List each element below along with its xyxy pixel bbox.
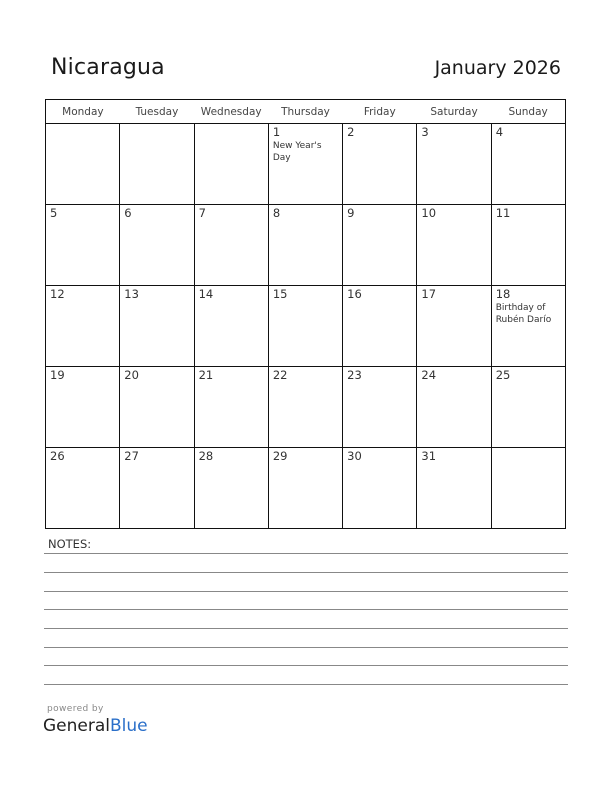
day-cell[interactable] <box>343 448 417 529</box>
day-number: 23 <box>347 368 362 382</box>
weekday-saturday: Saturday <box>417 100 491 124</box>
day-cell[interactable] <box>417 367 491 448</box>
day-number: 18 <box>495 287 511 301</box>
notes-label: NOTES: <box>48 537 92 551</box>
week-row <box>46 286 566 367</box>
day-cell[interactable] <box>417 448 491 529</box>
day-number: 26 <box>50 449 65 463</box>
day-number: 25 <box>495 368 511 382</box>
weekday-wednesday: Wednesday <box>194 100 268 124</box>
day-cell[interactable] <box>343 367 417 448</box>
note-line[interactable] <box>44 665 568 666</box>
day-cell[interactable] <box>268 205 342 286</box>
note-line[interactable] <box>44 553 568 554</box>
day-number: 7 <box>198 206 206 220</box>
day-cell[interactable] <box>46 448 120 529</box>
day-number: 22 <box>272 368 288 382</box>
day-cell[interactable] <box>120 124 194 205</box>
day-number: 27 <box>124 449 139 463</box>
day-cell[interactable] <box>194 286 268 367</box>
day-cell[interactable] <box>417 286 491 367</box>
day-number: 9 <box>347 206 355 220</box>
day-cell[interactable] <box>491 124 565 205</box>
day-number: 19 <box>50 368 65 382</box>
day-number: 30 <box>347 449 362 463</box>
month-year-title: January 2026 <box>434 57 561 79</box>
day-number: 28 <box>198 449 214 463</box>
day-cell[interactable] <box>268 448 342 529</box>
day-cell[interactable] <box>120 367 194 448</box>
day-number: 11 <box>495 206 511 220</box>
day-cell[interactable] <box>268 286 342 367</box>
weekday-sunday: Sunday <box>491 100 565 124</box>
day-cell[interactable] <box>194 124 268 205</box>
brand-general: General <box>43 716 110 736</box>
day-cell[interactable] <box>343 205 417 286</box>
day-cell[interactable] <box>120 448 194 529</box>
day-number: 12 <box>50 287 65 301</box>
weekday-monday: Monday <box>46 100 120 124</box>
day-number: 20 <box>124 368 139 382</box>
note-line[interactable] <box>44 609 568 610</box>
day-cell[interactable] <box>491 205 565 286</box>
note-line[interactable] <box>44 591 568 592</box>
brand-blue: Blue <box>110 716 148 736</box>
day-number: 16 <box>347 287 362 301</box>
day-number: 8 <box>272 206 281 220</box>
day-cell[interactable] <box>268 124 342 205</box>
week-row <box>46 205 566 286</box>
day-number: 31 <box>421 449 437 463</box>
holiday-label: New Year's Day <box>272 141 322 163</box>
country-title: Nicaragua <box>51 55 165 80</box>
day-cell[interactable] <box>194 448 268 529</box>
weekday-thursday: Thursday <box>268 100 342 124</box>
day-cell[interactable] <box>46 286 120 367</box>
day-cell[interactable] <box>46 367 120 448</box>
day-number: 1 <box>272 125 281 139</box>
day-cell[interactable] <box>120 205 194 286</box>
day-cell[interactable] <box>491 448 565 529</box>
note-line[interactable] <box>44 647 568 648</box>
day-number: 6 <box>124 206 132 220</box>
note-line[interactable] <box>44 628 568 629</box>
day-number: 10 <box>421 206 437 220</box>
week-row <box>46 367 566 448</box>
day-cell[interactable] <box>343 286 417 367</box>
day-number: 2 <box>347 125 355 139</box>
day-cell[interactable] <box>120 286 194 367</box>
weekday-friday: Friday <box>343 100 417 124</box>
day-cell[interactable] <box>268 367 342 448</box>
day-cell[interactable] <box>491 286 565 367</box>
day-cell[interactable] <box>46 124 120 205</box>
day-cell[interactable] <box>194 205 268 286</box>
day-cell[interactable] <box>194 367 268 448</box>
day-number: 5 <box>50 206 58 220</box>
weekday-tuesday: Tuesday <box>120 100 194 124</box>
calendar-grid <box>45 99 566 529</box>
week-row <box>46 448 566 529</box>
day-number: 3 <box>421 125 429 139</box>
holiday-label: Birthday of Rubén Darío <box>495 303 552 325</box>
note-line[interactable] <box>44 684 568 685</box>
day-number: 4 <box>495 125 504 139</box>
weekday-header-row <box>46 100 566 124</box>
day-number: 14 <box>198 287 214 301</box>
day-cell[interactable] <box>343 124 417 205</box>
day-cell[interactable] <box>491 367 565 448</box>
generalblue-logo <box>43 716 148 736</box>
day-number: 24 <box>421 368 437 382</box>
week-row <box>46 124 566 205</box>
note-line[interactable] <box>44 572 568 573</box>
day-number: 17 <box>421 287 437 301</box>
day-cell[interactable] <box>46 205 120 286</box>
day-number: 21 <box>198 368 214 382</box>
day-cell[interactable] <box>417 205 491 286</box>
day-number: 13 <box>124 287 139 301</box>
powered-by-text: powered by <box>47 704 104 714</box>
day-cell[interactable] <box>417 124 491 205</box>
day-number: 15 <box>272 287 288 301</box>
day-number: 29 <box>272 449 288 463</box>
